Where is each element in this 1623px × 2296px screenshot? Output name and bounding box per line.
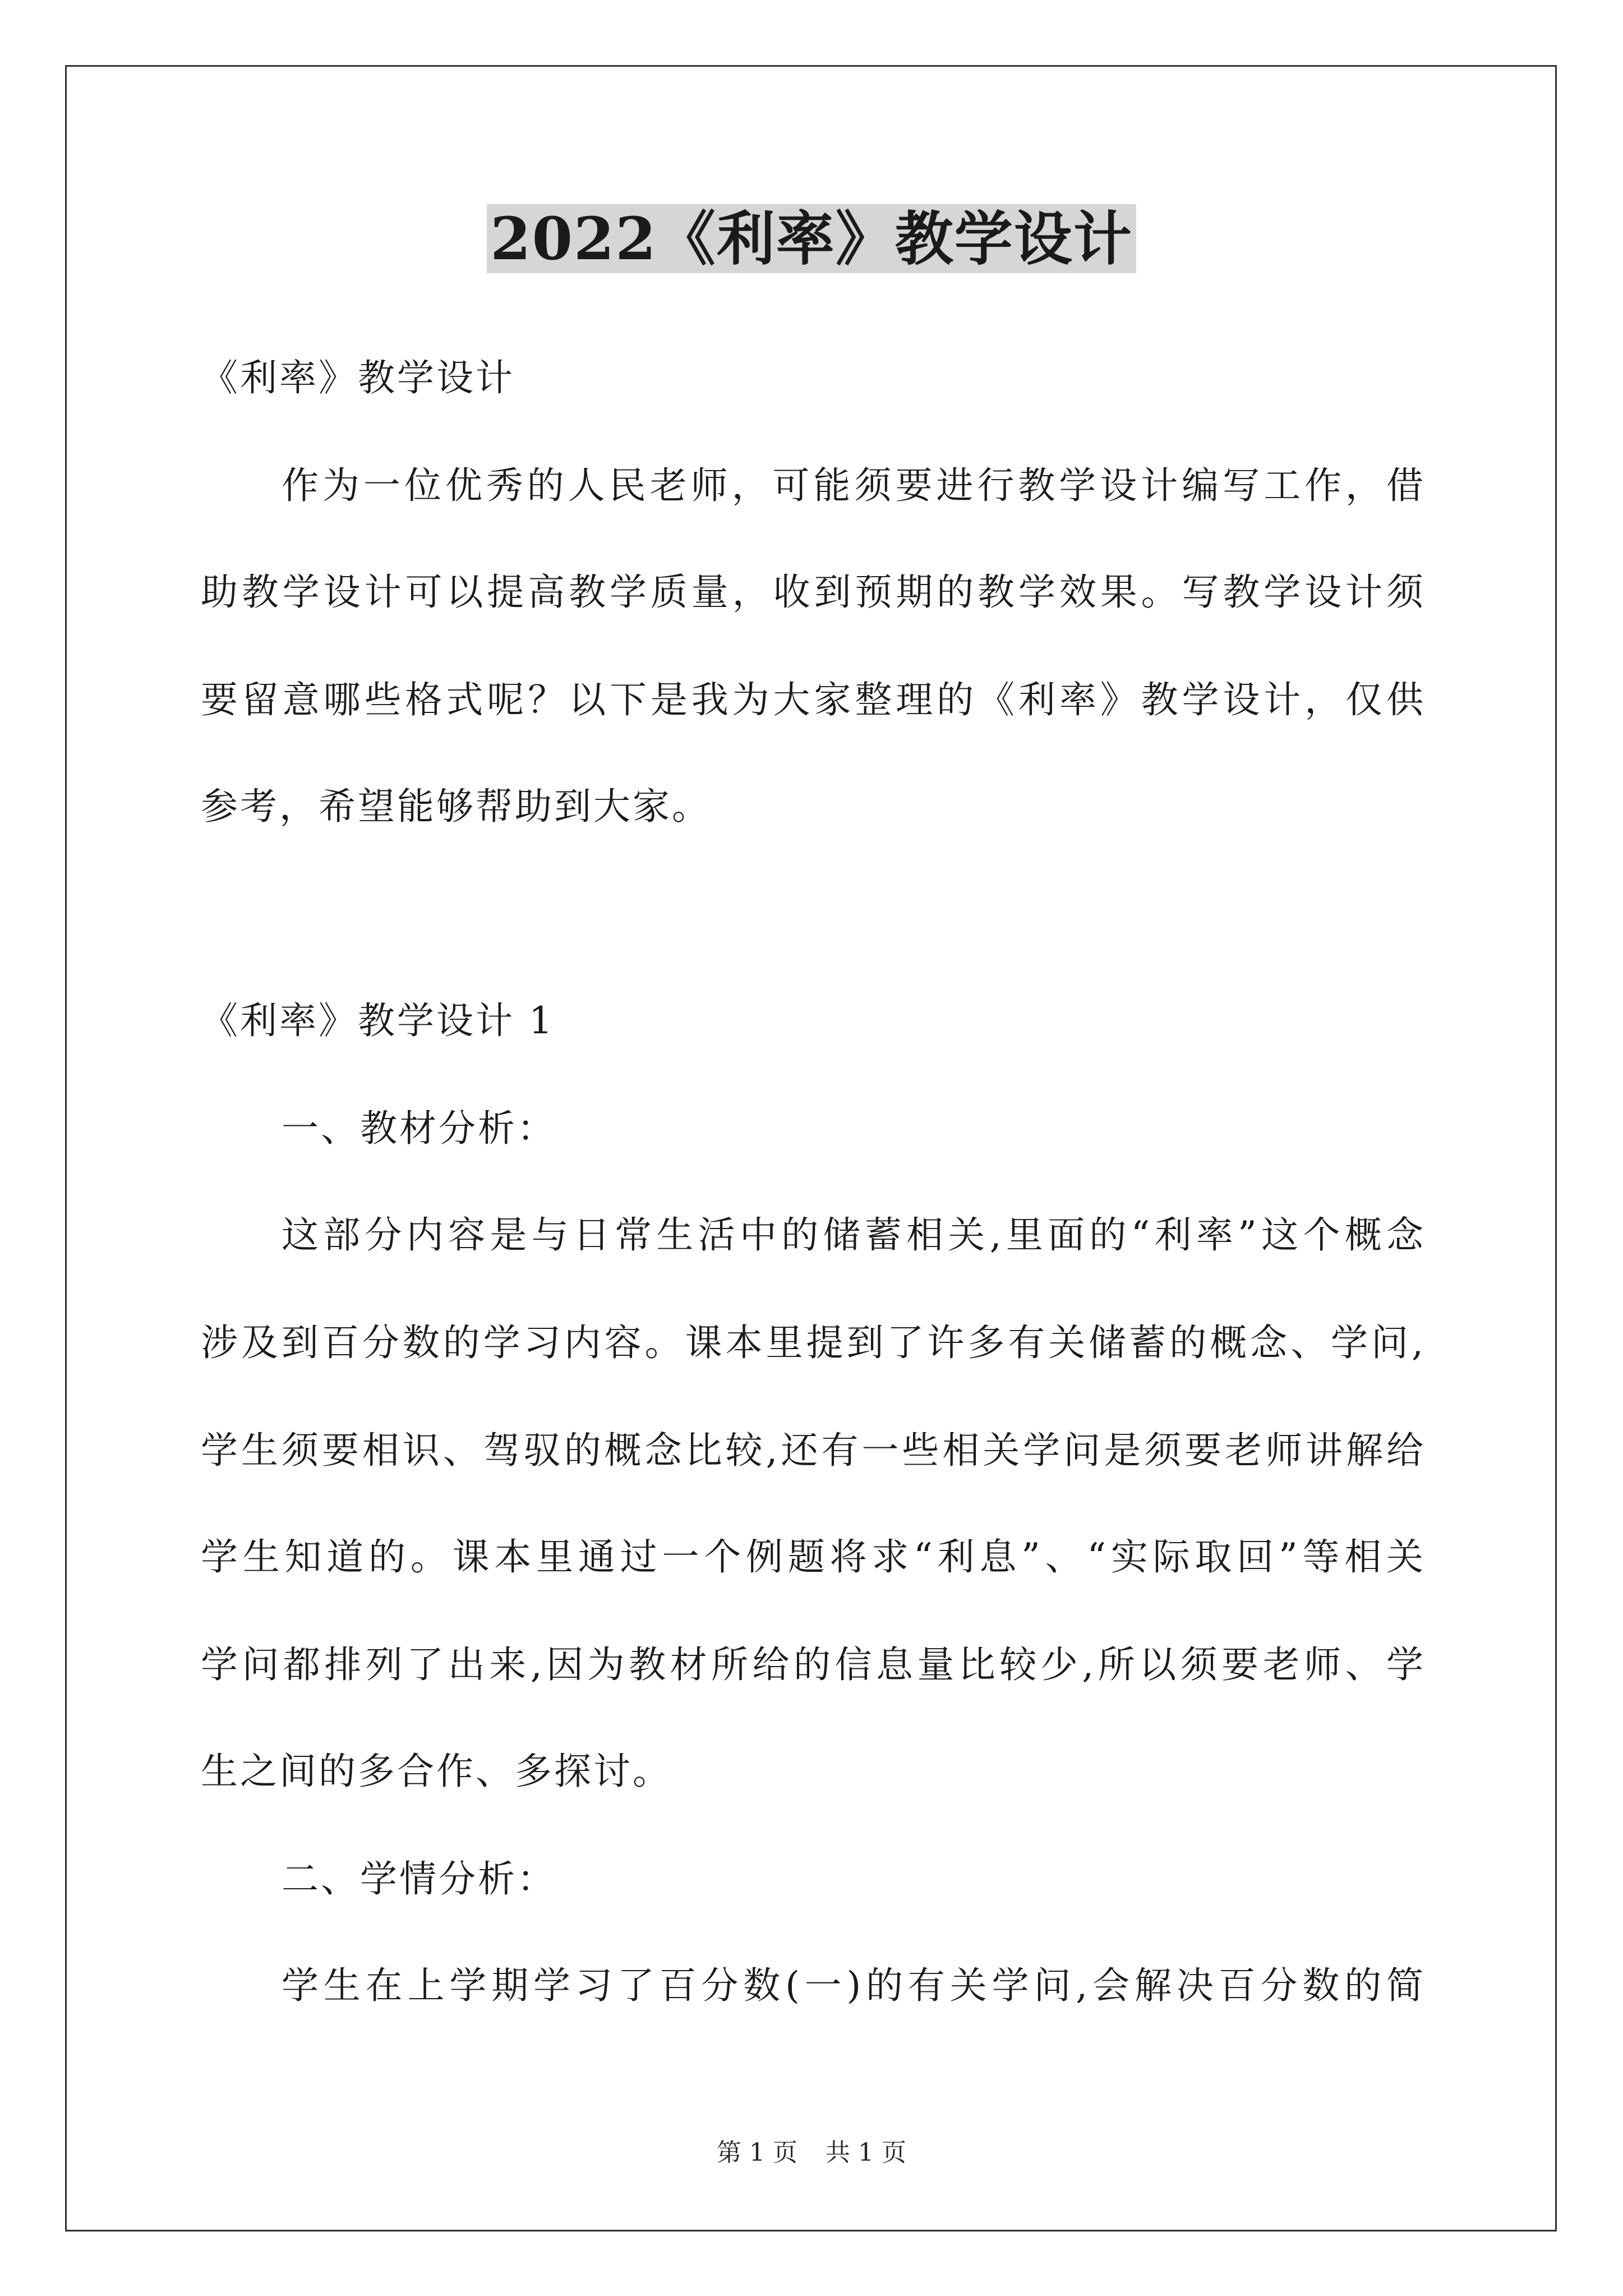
paragraph-line: 助教学设计可以提高教学质量，收到预期的教学效果。写教学设计须 — [201, 570, 1423, 614]
paragraph-line: 作为一位优秀的人民老师，可能须要进行教学设计编写工作，借 — [282, 464, 1423, 507]
paragraph-line: 涉及到百分数的学习内容。课本里提到了许多有关储蓄的概念、学问, — [201, 1321, 1423, 1364]
subtitle-line: 《利率》教学设计 — [201, 356, 515, 399]
paragraph-line: 学生须要相识、驾驭的概念比较,还有一些相关学问是须要老师讲解给 — [201, 1429, 1423, 1472]
paragraph-line: 学问都排列了出来,因为教材所给的信息量比较少,所以须要老师、学 — [201, 1643, 1423, 1686]
section-heading: 《利率》教学设计 1 — [201, 999, 555, 1042]
paragraph-line: 学生知道的。课本里通过一个例题将求“利息”、“实际取回”等相关 — [201, 1535, 1423, 1579]
page-footer — [0, 2136, 1623, 2170]
document-title-text: 2022《利率》教学设计 — [487, 204, 1136, 273]
paragraph-line: 要留意哪些格式呢？以下是我为大家整理的《利率》教学设计，仅供 — [201, 678, 1423, 721]
document-title — [0, 200, 1623, 278]
total-pages: 共 1 页 — [826, 2138, 906, 2167]
paragraph-line: 学生在上学期学习了百分数(一)的有关学问,会解决百分数的简 — [282, 1964, 1423, 2007]
paragraph-line: 生之间的多合作、多探讨。 — [201, 1750, 672, 1793]
paragraph-line: 参考，希望能够帮助到大家。 — [201, 785, 711, 828]
subsection-heading: 一、教材分析： — [282, 1107, 556, 1150]
paragraph-line: 这部分内容是与日常生活中的储蓄相关,里面的“利率”这个概念 — [282, 1213, 1423, 1257]
subsection-heading: 二、学情分析： — [282, 1857, 556, 1901]
current-page-number: 第 1 页 — [717, 2138, 797, 2167]
